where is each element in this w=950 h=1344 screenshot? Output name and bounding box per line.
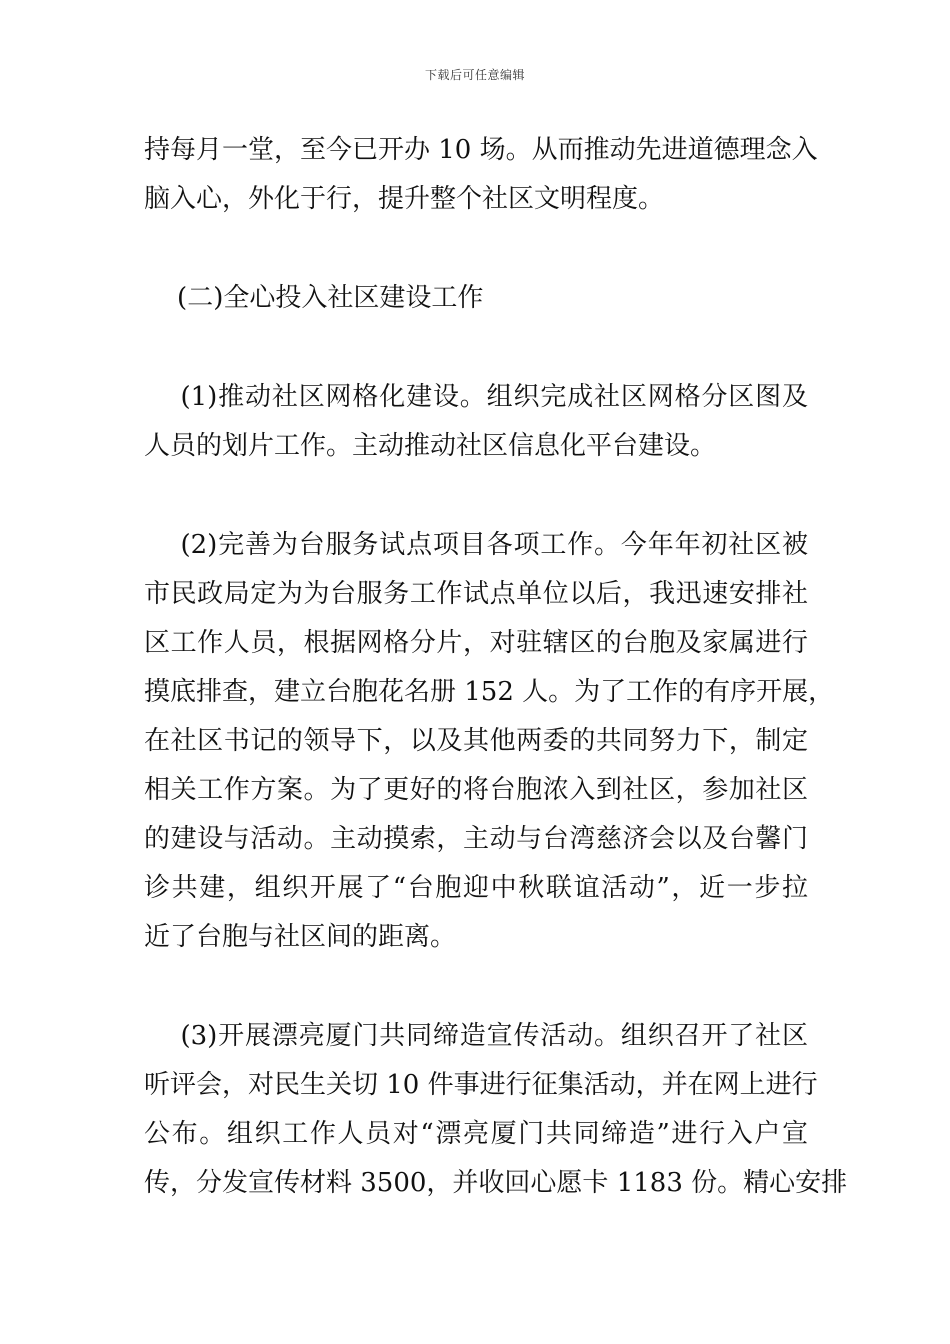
text-line: 摸底排查，建立台胞花名册 152 人。为了工作的有序开展， (144, 677, 835, 707)
paragraph (144, 1012, 848, 1208)
text-line: 市民政局定为为台服务工作试点单位以后，我迅速安排社 (144, 579, 808, 609)
text-line: (1)推动社区网格化建设。组织完成社区网格分区图及 (144, 382, 808, 412)
text-line: 听评会，对民生关切 10 件事进行征集活动，并在网上进行 (144, 1070, 818, 1100)
text-line: 持每月一堂，至今已开办 10 场。从而推动先进道德理念入 (144, 135, 818, 165)
text-line: (3)开展漂亮厦门共同缔造宣传活动。组织召开了社区 (144, 1021, 808, 1051)
text-line: 传，分发宣传材料 3500，并收回心愿卡 1183 份。精心安排 (144, 1168, 848, 1198)
paragraph (144, 521, 835, 962)
text-line: 公布。组织工作人员对“漂亮厦门共同缔造”进行入户宣 (144, 1119, 808, 1149)
text-line: 脑入心，外化于行，提升整个社区文明程度。 (144, 184, 665, 214)
document-body (144, 126, 848, 1208)
section-heading (144, 274, 808, 323)
text-line: (2)完善为台服务试点项目各项工作。今年年初社区被 (144, 530, 808, 560)
text-line: 相关工作方案。为了更好的将台胞浓入到社区，参加社区 (144, 775, 808, 805)
text-line: 区工作人员，根据网格分片，对驻辖区的台胞及家属进行 (144, 628, 808, 658)
text-line: 在社区书记的领导下，以及其他两委的共同努力下，制定 (144, 726, 808, 756)
page-header: 下载后可任意编辑 (424, 68, 525, 82)
paragraph (144, 126, 818, 224)
text-line: 人员的划片工作。主动推动社区信息化平台建设。 (144, 431, 717, 461)
text-line: 诊共建，组织开展了“台胞迎中秋联谊活动”，近一步拉 (144, 873, 808, 903)
paragraph (144, 373, 808, 471)
text-line: (二)全心投入社区建设工作 (144, 283, 484, 313)
text-line: 的建设与活动。主动摸索，主动与台湾慈济会以及台馨门 (144, 824, 808, 854)
text-line: 近了台胞与社区间的距离。 (144, 922, 457, 952)
